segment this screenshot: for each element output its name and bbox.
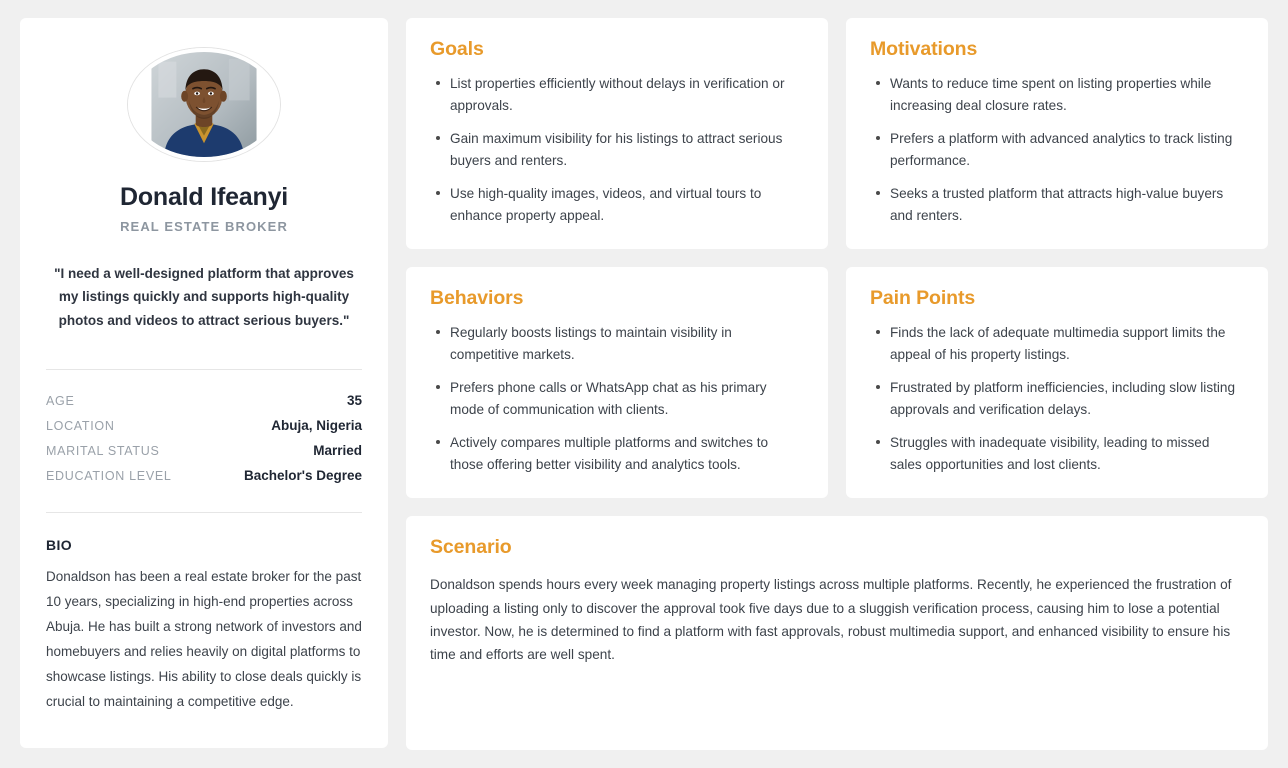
list-item: Finds the lack of adequate multimedia support limits the appeal of his property listings. (888, 322, 1244, 366)
list-item: Use high-quality images, videos, and virtual tours to enhance property appeal. (448, 183, 804, 227)
page-title: Donald Ifeanyi (119, 183, 289, 212)
list-item: Regularly boosts listings to maintain visibility in competitive markets. (448, 322, 804, 366)
fact-row (46, 463, 362, 488)
behaviors-title: Behaviors (430, 287, 524, 310)
avatar (128, 48, 280, 161)
fact-label-age: AGE (46, 393, 75, 408)
list-item: List properties efficiently without delays in verification or approvals. (448, 73, 804, 117)
cards-row-2 (406, 267, 1268, 498)
profile-card (20, 18, 388, 748)
fact-label-marital-status: MARITAL STATUS (46, 443, 160, 458)
list-item: Wants to reduce time spent on listing properties while increasing deal closure rates. (888, 73, 1244, 117)
scenario-text: Donaldson spends hours every week managing property listings across multiple platforms. Recently, he experienced the frustration of uploading a listing only to discover the approval took five days due to a sluggish verification process, causing him to lose a potential investor. Now, he is determined to find a platform with fast approvals, robust multimedia support, and enhanced visibility to ensure his time and efforts are well spent. (430, 577, 1232, 663)
pain-points-title: Pain Points (870, 287, 976, 310)
fact-value-education-level: Bachelor's Degree (243, 467, 362, 483)
facts-list (46, 388, 362, 488)
list-item: Gain maximum visibility for his listings to attract serious buyers and renters. (448, 128, 804, 172)
list-item: Frustrated by platform inefficiencies, including slow listing approvals and verification delays. (888, 377, 1244, 421)
behaviors-card (406, 267, 828, 498)
fact-row (46, 438, 362, 463)
bio-text: Donaldson has been a real estate broker for the past 10 years, specializing in high-end properties across Abuja. He has built a strong network of investors and homebuyers and relies heavily on digital platforms to showcase listings. His ability to close deals quickly is crucial to maintaining a competitive edge. (46, 568, 362, 709)
list-item: Struggles with inadequate visibility, leading to missed sales opportunities and lost clients. (888, 432, 1244, 476)
person-role: REAL ESTATE BROKER (120, 219, 288, 235)
list-item: Prefers phone calls or WhatsApp chat as his primary mode of communication with clients. (448, 377, 804, 421)
bio-heading: BIO (46, 536, 73, 553)
goals-list (430, 73, 804, 227)
persona-quote: "I need a well-designed platform that approves my listings quickly and supports high-quality photos and videos to attract serious buyers." (54, 266, 354, 328)
motivations-title: Motivations (870, 38, 978, 60)
fact-row (46, 413, 362, 438)
divider-above-bio (46, 512, 362, 513)
fact-row (46, 388, 362, 413)
fact-value-marital-status: Married (313, 442, 362, 458)
pain-points-list (870, 322, 1244, 476)
person-photo-avatar-icon (132, 52, 276, 157)
scenario-card (406, 516, 1268, 750)
fact-label-location: LOCATION (46, 418, 115, 433)
list-item: Actively compares multiple platforms and switches to those offering better visibility and analytics tools. (448, 432, 804, 476)
divider-above-facts (46, 369, 362, 370)
motivations-list (870, 73, 1244, 227)
fact-value-age: 35 (346, 392, 362, 408)
behaviors-list (430, 322, 804, 476)
scenario-title: Scenario (430, 536, 512, 559)
motivations-card (846, 18, 1268, 249)
list-item: Seeks a trusted platform that attracts high-value buyers and renters. (888, 183, 1244, 227)
goals-title: Goals (430, 38, 484, 60)
list-item: Prefers a platform with advanced analytics to track listing performance. (888, 128, 1244, 172)
cards-row-1 (406, 18, 1268, 249)
fact-label-education-level: EDUCATION LEVEL (46, 468, 172, 483)
pain-points-card (846, 267, 1268, 498)
goals-card (406, 18, 828, 249)
fact-value-location: Abuja, Nigeria (271, 417, 362, 433)
cards-grid (406, 18, 1268, 750)
